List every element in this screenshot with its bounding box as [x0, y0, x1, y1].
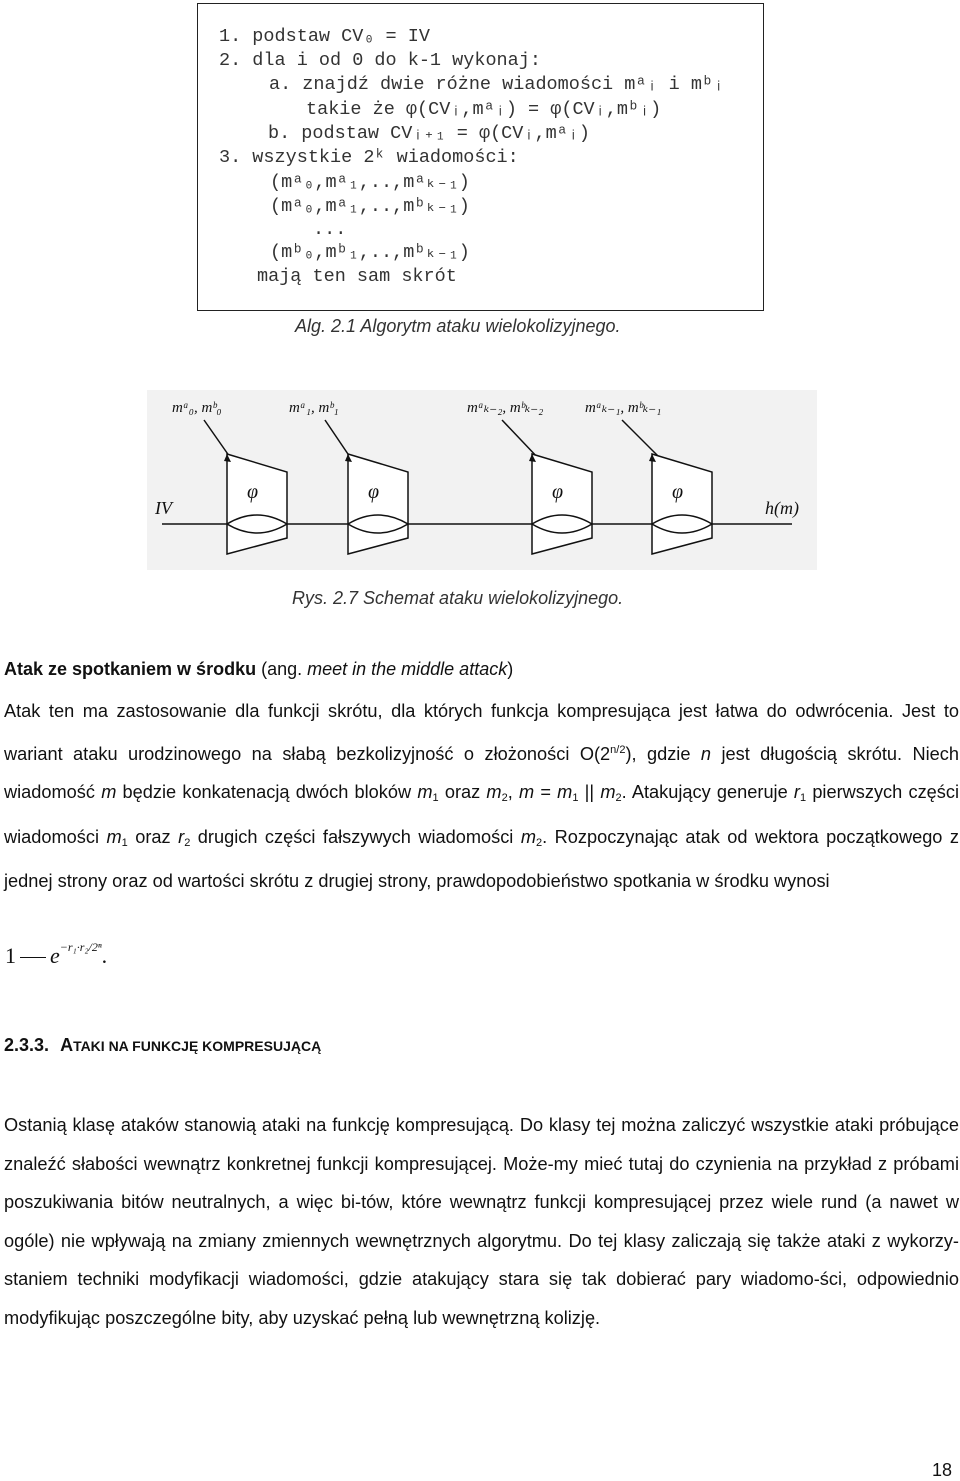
p1-part-e: oraz: [438, 782, 487, 802]
label-m1: mᵃ₁, mᵇ₁: [289, 400, 339, 416]
formula-minus: [20, 957, 46, 958]
alg-line-4: takie że φ(CVᵢ,mᵃᵢ) = φ(CVᵢ,mᵇᵢ): [306, 99, 662, 120]
alg-line-8: (mᵃ₀,mᵃ₁,..,mᵇₖ₋₁): [270, 196, 470, 217]
mitm-heading-bold: Atak ze spotkaniem w środku: [4, 659, 257, 679]
algorithm-caption: Alg. 2.1 Algorytm ataku wielokolizyjnego.: [295, 316, 621, 336]
p1-part-f: . Atakujący generuje: [621, 782, 794, 802]
mitm-heading-close: ): [507, 659, 514, 679]
section-title-rest: TAKI NA FUNKCJĘ KOMPRESUJĄCĄ: [73, 1038, 322, 1054]
mitm-heading-english: meet in the middle attack: [307, 659, 508, 679]
phi-block-2: [532, 454, 592, 554]
alg-line-7: (mᵃ₀,mᵃ₁,..,mᵃₖ₋₁): [270, 172, 470, 193]
compression-paragraph: Ostanią klasę ataków stanowią ataki na funkcję kompresującą. Do klasy tej można zaliczyć wszystkie ataki próbujące znaleźć słabości wewnątrz konkretnej funkcji kompresującej. Może-my mieć tutaj do czynienia na przykład z próbami poszukiwania bitów neutralnych, a więc bi-tów, które wewnątrz funkcji kompresującej przez wiele rund (a nawet w ogóle) nie wpływają na zmiany zmiennych wewnętrznych algorytmu. Do tej klasy zaliczają się także ataki z wykorzy-staniem techniki modyfikacji wiadomości, gdzie atakujący stara się tak dobierać pary wiadomo-ści, odpowiednio modyfikując poszczególne bity, aby uzyskać pełną lub wewnętrzną kolizję.: [4, 1115, 959, 1328]
phi-label-1: φ: [368, 481, 380, 503]
p1-part-i: . Rozpoczynając atak od wektora początkowego z jednej strony oraz od wartości skrótu z drugiej strony, prawdopodobieństwo spotkania w środku wynosi: [4, 826, 959, 891]
phi-label-0: φ: [247, 481, 259, 503]
phi-block-0: [227, 454, 287, 554]
phi-label-2: φ: [552, 481, 564, 503]
alg-line-11: mają ten sam skrót: [257, 266, 457, 287]
formula-exponent: −r₁·r₂/2ⁿ: [59, 940, 102, 954]
p1-part-d: będzie konkatenacją dwóch bloków: [116, 782, 418, 802]
page-number: 18: [931, 1460, 952, 1480]
p1-m1-a: m: [417, 782, 433, 802]
alg-line-3: a. znajdź dwie różne wiadomości mᵃᵢ i mᵇᵢ: [269, 74, 725, 95]
alg-line-2: 2. dla i od 0 do k-1 wykonaj:: [219, 50, 541, 71]
p1-part-b: ), gdzie: [625, 743, 701, 764]
probability-formula: [5, 940, 107, 969]
p1-part-g: pierwszych części wiadomości: [4, 782, 960, 847]
p1-part-c: jest długością skrótu. Niech wiadomość: [4, 743, 959, 802]
phi-block-1: [348, 454, 408, 554]
p1-part-h: drugich części fałszywych wiadomości: [190, 826, 521, 847]
label-mk2: mᵃₖ₋₂, mᵇₖ₋₂: [467, 400, 544, 416]
p1-var-m: m: [101, 782, 117, 802]
formula-period: .: [101, 943, 108, 968]
section-number: 2.3.3.: [4, 1035, 50, 1055]
section-heading: [4, 1035, 321, 1056]
figure-caption: Rys. 2.7 Schemat ataku wielokolizyjnego.: [292, 588, 624, 608]
formula-e: e: [50, 943, 60, 968]
alg-line-9: ...: [313, 219, 347, 240]
alg-line-1: 1. podstaw CV₀ = IV: [219, 26, 430, 47]
section-title-first: A: [60, 1035, 74, 1055]
mitm-heading-ang: (ang.: [256, 659, 308, 679]
alg-line-6: 3. wszystkie 2ᵏ wiadomości:: [219, 147, 519, 168]
mitm-paragraph: Atak ten ma zastosowanie dla funkcji skrótu, dla których funkcja kompresująca jest łatwa do odwrócenia. Jest to wariant ataku urodzinowego na słabą bezkolizyjność o złożoności $O(2^{n/2})$, gdzie n jest długością skrótu. Niech wiadomość m będzie konkatenacją dwóch bloków $m_1$ oraz $m_2$, $m = m_1$ || $m_2$. Atakujący generuje $r_1$ pierwszych części wiadomości $m_1$ oraz $r_2$ drugich części fałszywych wiadomości $m_2$. Rozpoczynając atak od wektora początkowego z jednej strony oraz od wartości skrótu z drugiej strony, prawdopodobieństwo spotkania w środku wynosi: [4, 701, 960, 891]
label-m0: mᵃ₀, mᵇ₀: [172, 400, 222, 416]
phi-block-3: [652, 454, 712, 554]
p1-var-n: n: [700, 743, 712, 764]
alg-line-5: b. podstaw CVᵢ₊₁ = φ(CVᵢ,mᵃᵢ): [268, 123, 590, 144]
iv-label: IV: [155, 498, 172, 518]
p1-exponent: n/2: [610, 743, 626, 756]
multicollision-diagram: [147, 390, 817, 570]
mitm-heading: [4, 659, 513, 680]
phi-label-3: φ: [672, 481, 684, 503]
label-mk1: mᵃₖ₋₁, mᵇₖ₋₁: [585, 400, 662, 416]
alg-line-10: (mᵇ₀,mᵇ₁,..,mᵇₖ₋₁): [270, 242, 470, 263]
output-label: h(m): [765, 498, 799, 518]
formula-one: 1: [5, 943, 16, 968]
p1-part-a: Atak ten ma zastosowanie dla funkcji skrótu, dla których funkcja kompresująca jest łatwa do odwrócenia. Jest to wariant ataku urodzinowego na słabą bezkolizyjność o złożoności O(2: [4, 701, 959, 764]
